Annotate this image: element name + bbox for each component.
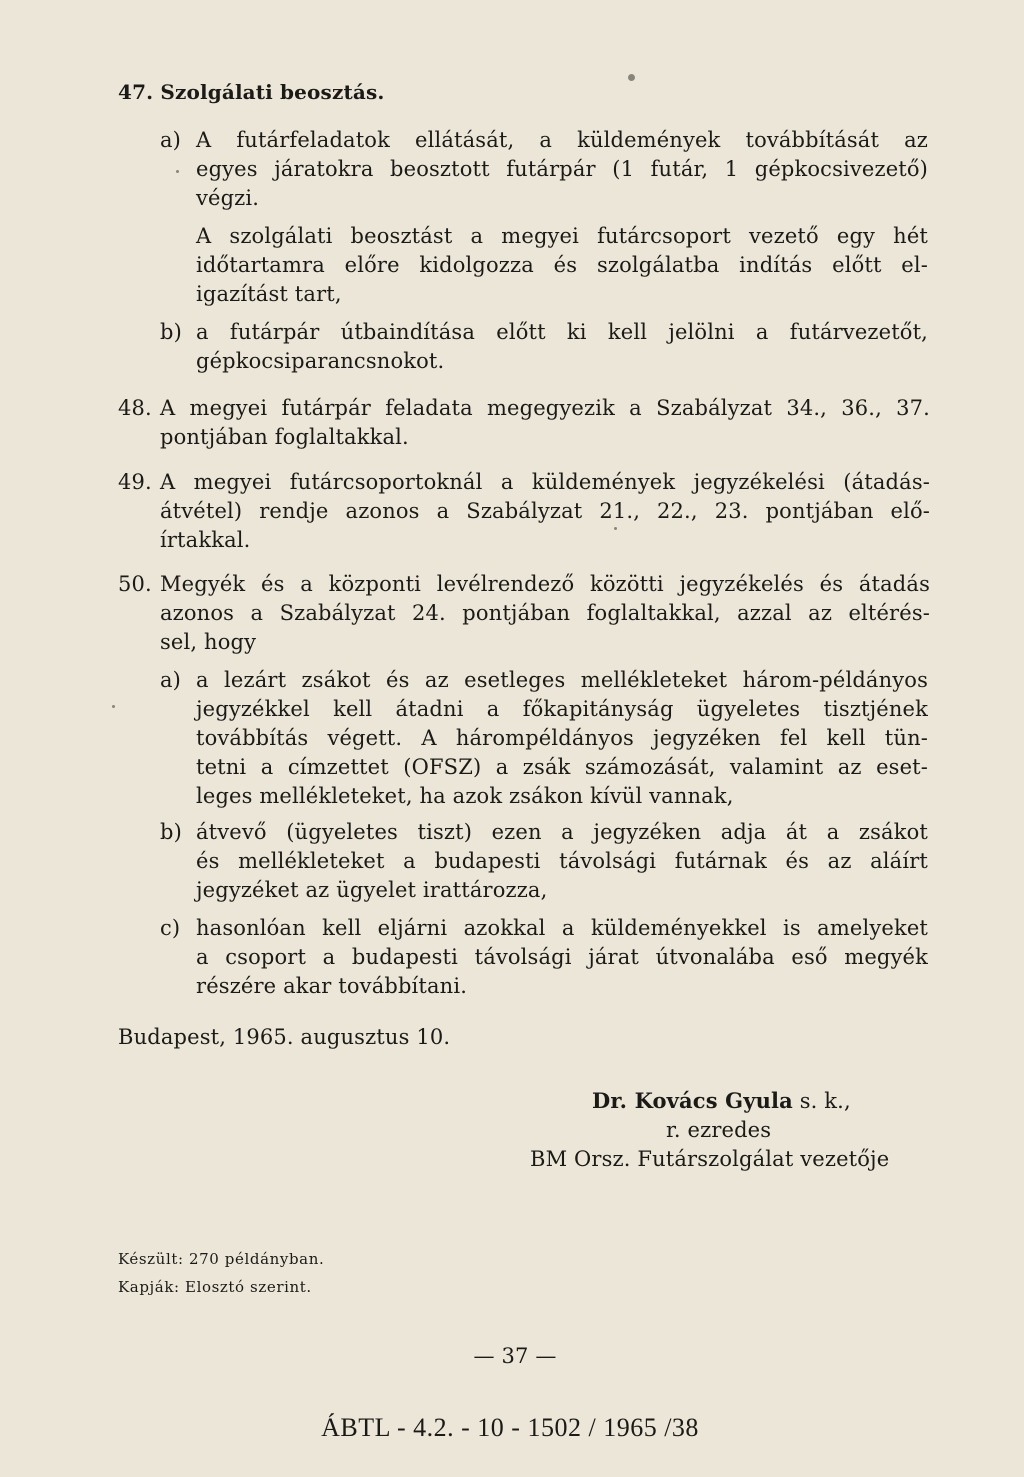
section-50-item-a-mark: a): [160, 668, 182, 692]
page-number: — 37 —: [473, 1344, 557, 1368]
text-line: és mellékleteket a budapesti távolsági futárnak és az aláírt: [196, 849, 928, 873]
text-line: a futárpár útbaindítása előtt ki kell jelölni a futárvezetőt,: [196, 320, 928, 344]
text-line: igazítást tart,: [196, 282, 342, 306]
text-line: egyes járatokra beosztott futárpár (1 futár, 1 gépkocsivezető): [196, 157, 928, 181]
scan-speck: [614, 527, 617, 530]
section-47-item-b-mark: b): [160, 320, 182, 344]
section-50-number: 50.: [118, 572, 152, 596]
text-line: végzi.: [196, 186, 260, 210]
text-line: jegyzéket az ügyelet irattározza,: [196, 878, 548, 902]
section-47-heading: [118, 78, 384, 107]
text-line: részére akar továbbítani.: [196, 974, 468, 998]
text-line: időtartamra előre kidolgozza és szolgálatba indítás előtt el-: [196, 253, 928, 277]
section-50-item-c-mark: c): [160, 916, 181, 940]
heading-text: 47. Szolgálati beosztás.: [118, 80, 385, 104]
text-line: A megyei futárcsoportoknál a küldemények jegyzékelési (átadás-: [160, 470, 930, 494]
text-line: hasonlóan kell eljárni azokkal a küldeményekkel is amelyeket: [196, 916, 928, 940]
section-47-item-a: [196, 126, 928, 213]
section-47-paragraph: [196, 222, 928, 309]
archive-reference: ÁBTL - 4.2. - 10 - 1502 / 1965 /38: [321, 1413, 699, 1442]
signature-block: [530, 1086, 930, 1174]
recipients-note: Kapják: Elosztó szerint.: [118, 1278, 312, 1296]
section-50-text: [160, 570, 930, 657]
text-line: gépkocsiparancsnokot.: [196, 349, 445, 373]
text-line: átvevő (ügyeletes tiszt) ezen a jegyzéken adja át a zsákot: [196, 820, 928, 844]
scan-speck: [628, 74, 635, 81]
text-line: pontjában foglaltakkal.: [160, 425, 409, 449]
scan-speck: [176, 170, 179, 173]
text-line: leges mellékleteket, ha azok zsákon kívül vannak,: [196, 784, 734, 808]
signature-rank: r. ezredes: [666, 1118, 772, 1142]
section-49-number: 49.: [118, 470, 152, 494]
place-date: Budapest, 1965. augusztus 10.: [118, 1025, 451, 1049]
text-line: átvétel) rendje azonos a Szabályzat 21., 22., 23. pontjában elő-: [160, 499, 930, 523]
copies-note: Készült: 270 példányban.: [118, 1250, 325, 1268]
text-line: írtakkal.: [160, 528, 251, 552]
section-50-item-b: [196, 818, 928, 905]
section-49-text: [160, 468, 930, 555]
distribution-notes: [118, 1248, 324, 1298]
text-line: tetni a címzettet (OFSZ) a zsák számozását, valamint az eset-: [196, 755, 928, 779]
text-line: azonos a Szabályzat 24. pontjában foglaltakkal, azzal az eltérés-: [160, 601, 930, 625]
signature-suffix: s. k.,: [799, 1089, 851, 1113]
section-47-item-b: [196, 318, 928, 376]
text-line: A futárfeladatok ellátását, a küldemények továbbítását az: [196, 128, 928, 152]
text-line: Megyék és a központi levélrendező közötti jegyzékelés és átadás: [160, 572, 930, 596]
section-48-number: 48.: [118, 396, 152, 420]
section-50-item-b-mark: b): [160, 820, 182, 844]
text-line: a csoport a budapesti távolsági járat útvonalába eső megyék: [196, 945, 928, 969]
section-48-text: [160, 394, 930, 452]
text-line: A megyei futárpár feladata megegyezik a Szabályzat 34., 36., 37.: [160, 396, 930, 420]
text-line: A szolgálati beosztást a megyei futárcsoport vezető egy hét: [196, 224, 928, 248]
text-line: továbbítás végett. A hárompéldányos jegyzéken fel kell tün-: [196, 726, 928, 750]
section-50-item-a: [196, 666, 928, 811]
text-line: a lezárt zsákot és az esetleges mellékleteket három-példányos: [196, 668, 928, 692]
signature-position: BM Orsz. Futárszolgálat vezetője: [530, 1147, 890, 1171]
text-line: sel, hogy: [160, 630, 257, 654]
signature-name-line: [530, 1086, 930, 1116]
section-50-item-c: [196, 914, 928, 1001]
text-line: jegyzékkel kell átadni a főkapitányság ügyeletes tisztjének: [196, 697, 928, 721]
scan-speck: [112, 705, 115, 708]
section-47-item-a-mark: a): [160, 128, 182, 152]
signature-name: Dr. Kovács Gyula: [592, 1088, 793, 1113]
